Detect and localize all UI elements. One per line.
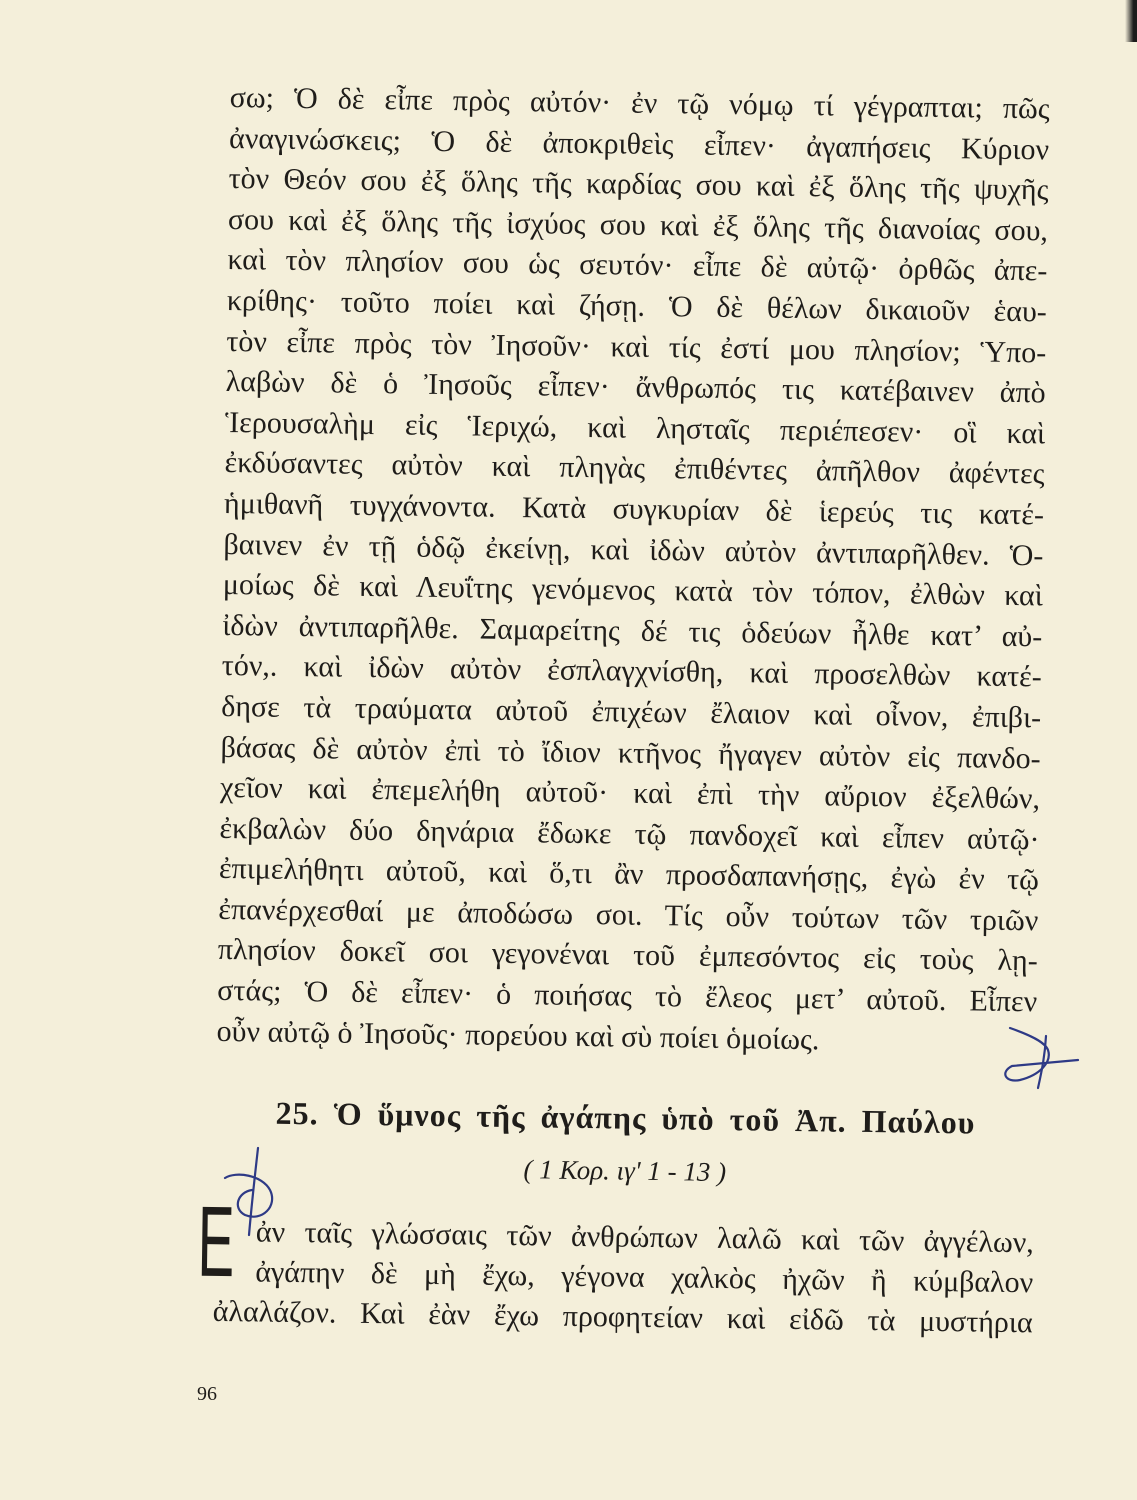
body-line: ἀναγινώσκεις; Ὁ δὲ ἀποκριθεὶς εἶπεν· ἀγαπήσεις Κύριον	[228, 121, 1050, 167]
body-line: δησε τὰ τραύματα αὐτοῦ ἐπιχέων ἔλαιον καὶ οἶνον, ἐπιβι-	[220, 689, 1042, 735]
body-text	[216, 78, 1050, 1064]
scripture-reference: ( 1 Κορ. ιγ' 1 - 13 )	[523, 1154, 727, 1188]
section-line: ἀλαλάζον. Καὶ ἐὰν ἔχω προφητείαν καὶ εἰδῶ τὰ μυστήρια	[212, 1294, 1033, 1340]
page-number: 96	[197, 1383, 217, 1405]
body-line: καὶ τὸν πλησίον σου ὡς σευτόν· εἶπε δὲ αὐτῷ· ὀρθῶς ἀπε-	[227, 243, 1048, 288]
body-line: κρίθης· τοῦτο ποίει καὶ ζήσῃ. Ὁ δὲ θέλων δικαιοῦν ἑαυ-	[226, 283, 1048, 329]
body-line: τόν,. καὶ ἰδὼν αὐτὸν ἐσπλαγχνίσθη, καὶ προσελθὼν κατέ-	[221, 649, 1042, 694]
body-line: τὸν εἶπε πρὸς τὸν Ἰησοῦν· καὶ τίς ἐστί μου πλησίον; Ὑπο-	[226, 324, 1047, 369]
body-line: ἡμιθανῆ τυγχάνοντα. Κατὰ συγκυρίαν δὲ ἱερεύς τις κατέ-	[223, 486, 1045, 532]
body-line: στάς; Ὁ δὲ εἶπεν· ὁ ποιήσας τὸ ἔλεος μετ’ αὐτοῦ. Εἶπεν	[217, 973, 1038, 1019]
body-line: Ἱερουσαλὴμ εἰς Ἱεριχώ, καὶ λησταῖς περιέπεσεν· οἳ καὶ	[224, 405, 1046, 451]
body-line: ἰδὼν ἀντιπαρῆλθε. Σαμαρείτης δέ τις ὁδεύων ἦλθε κατ’ αὐ-	[222, 608, 1043, 654]
section-line: ἀν ταῖς γλώσσαις τῶν ἀνθρώπων λαλῶ καὶ τῶν ἀγγέλων,	[255, 1215, 1035, 1260]
body-line: σω; Ὁ δὲ εἶπε πρὸς αὐτόν· ἐν τῷ νόμῳ τί γέγραπται; πῶς	[229, 80, 1050, 126]
body-line: μοίως δὲ καὶ Λευΐτης γενόμενος κατὰ τὸν τόπον, ἐλθὼν καὶ	[222, 568, 1044, 613]
body-line: πλησίον δοκεῖ σοι γεγονέναι τοῦ ἐμπεσόντος εἰς τοὺς λῃ-	[217, 933, 1038, 978]
body-line: ἐπιμελήθητι αὐτοῦ, καὶ ὅ,τι ἂν προσδαπανήσῃς, ἐγὼ ἐν τῷ	[218, 852, 1040, 897]
scan-page-edge-shadow	[1125, 0, 1137, 42]
body-line: βαινεν ἐν τῇ ὁδῷ ἐκείνῃ, καὶ ἰδὼν αὐτὸν ἀντιπαρῆλθεν. Ὁ-	[223, 527, 1044, 572]
drop-cap: Ε	[196, 1185, 236, 1299]
body-line: ἐκδύσαντες αὐτὸν καὶ πληγὰς ἐπιθέντες ἀπῆλθον ἀφέντες	[224, 446, 1045, 491]
section-heading: 25. Ὁ ὕμνος τῆς ἀγάπης ὑπὸ τοῦ Ἀπ. Παύλου	[275, 1094, 976, 1141]
body-line: ἐκβαλὼν δύο δηνάρια ἔδωκε τῷ πανδοχεῖ καὶ εἶπεν αὐτῷ·	[219, 811, 1040, 857]
section-line: ἀγάπην δὲ μὴ ἔχω, γέγονα χαλκὸς ἠχῶν ἢ κύμβαλον	[255, 1255, 1034, 1300]
body-line: βάσας δὲ αὐτὸν ἐπὶ τὸ ἴδιον κτῆνος ἤγαγεν αὐτὸν εἰς πανδο-	[220, 730, 1041, 775]
body-line-last: οὖν αὐτῷ ὁ Ἰησοῦς· πορεύου καὶ σὺ ποίει ὁμοίως.	[216, 1014, 820, 1056]
body-line: λαβὼν δὲ ὁ Ἰησοῦς εἶπεν· ἄνθρωπός τις κατέβαινεν ἀπὸ	[225, 365, 1046, 410]
page-content	[196, 78, 1050, 1349]
body-line: ἐπανέρχεσθαί με ἀποδώσω σοι. Τίς οὖν τούτων τῶν τριῶν	[218, 892, 1039, 938]
body-line: χεῖον καὶ ἐπεμελήθη αὐτοῦ· καὶ ἐπὶ τὴν αὔριον ἐξελθών,	[219, 771, 1041, 816]
body-line: τὸν Θεόν σου ἐξ ὅλης τῆς καρδίας σου καὶ ἐξ ὅλης τῆς ψυχῆς	[228, 162, 1049, 207]
body-line: σου καὶ ἐξ ὅλης τῆς ἰσχύος σου καὶ ἐξ ὅλης τῆς διανοίας σου,	[227, 202, 1049, 248]
